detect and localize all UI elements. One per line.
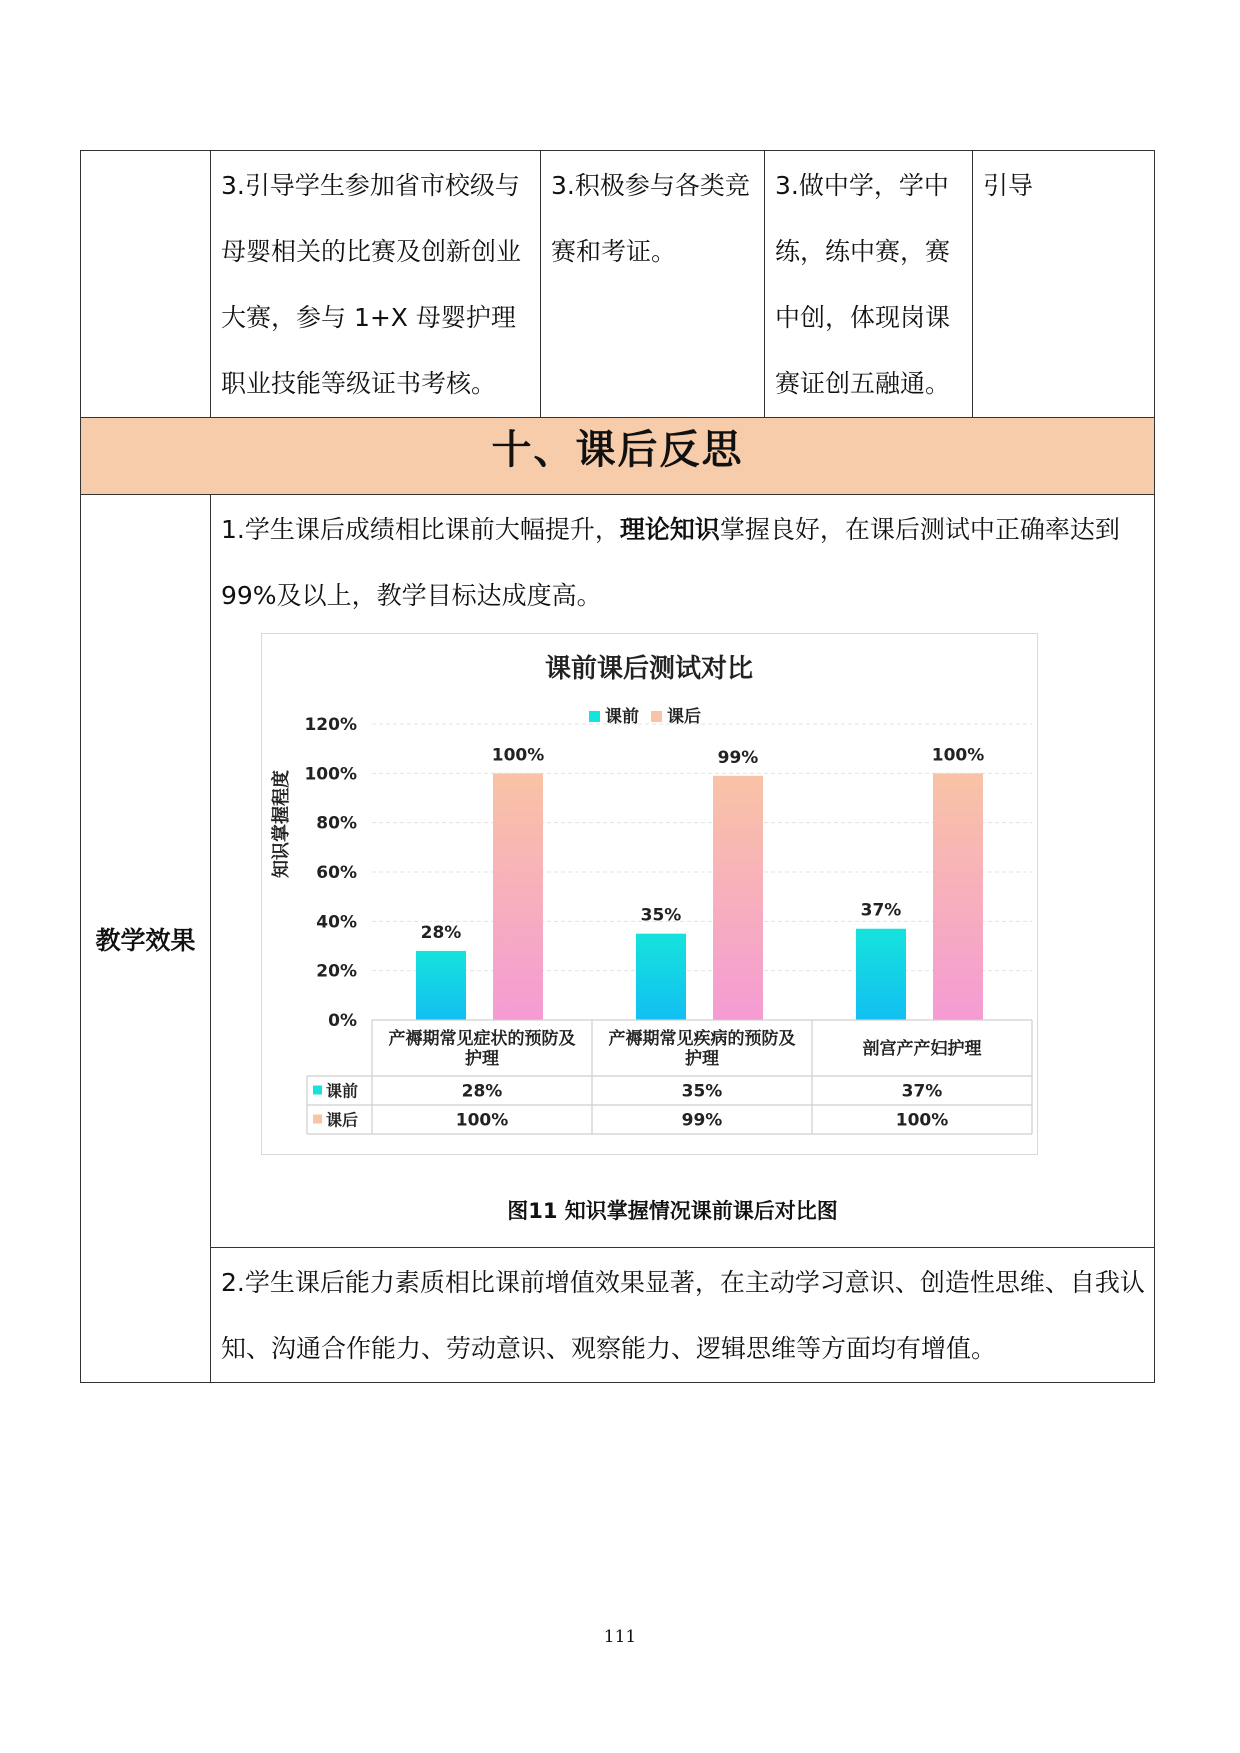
chart-title: 课前课后测试对比 <box>544 654 754 684</box>
y-tick-label: 20% <box>316 961 357 982</box>
bar-after <box>493 773 543 1020</box>
table-value: 100% <box>455 1110 509 1131</box>
section-title: 十、课后反思 <box>491 427 744 473</box>
y-tick-label: 120% <box>304 715 357 735</box>
table-legend-swatch <box>313 1086 322 1095</box>
category-label: 产褥期常见症状的预防及 <box>388 1029 576 1049</box>
table-cell-empty <box>81 151 211 418</box>
y-tick-label: 80% <box>316 813 357 834</box>
legend-swatch-0 <box>589 711 600 722</box>
category-label: 产褥期常见疾病的预防及 <box>608 1029 796 1049</box>
table-value: 35% <box>681 1081 723 1102</box>
y-axis-label: 知识掌握程度 <box>271 770 292 878</box>
y-tick-label: 40% <box>316 912 357 933</box>
page-number: 111 <box>603 1627 637 1647</box>
lesson-plan-table <box>80 150 1155 1383</box>
table-cell <box>541 151 765 418</box>
legend-label: 课后 <box>667 707 701 727</box>
cell-text: 引导 <box>983 171 1034 200</box>
row-label-cell <box>81 495 211 1383</box>
category-label: 护理 <box>685 1049 719 1069</box>
bar-before <box>636 934 686 1020</box>
bar-chart <box>262 634 1037 1154</box>
bar-before <box>856 929 906 1020</box>
data-label: 35% <box>640 905 682 926</box>
bar-after <box>713 776 763 1020</box>
data-label: 100% <box>931 745 985 766</box>
effect-content-cell <box>211 495 1155 1248</box>
table-value: 37% <box>901 1081 943 1102</box>
chart-data-table <box>307 1020 1032 1134</box>
y-tick-label: 60% <box>316 863 357 883</box>
y-axis-ticks <box>304 715 357 1031</box>
paragraph-text: 1.学生课后成绩相比课前大幅提升， <box>221 515 620 544</box>
paragraph-text: 掌握良好，在课后测试中正确率达到99%及以上，教学目标达成度高。 <box>221 515 1120 610</box>
table-legend-swatch <box>313 1115 322 1124</box>
table-cell <box>973 151 1155 418</box>
table-cell <box>211 151 541 418</box>
cell-text: 3.积极参与各类竞赛和考证。 <box>551 171 750 266</box>
y-tick-label: 100% <box>304 764 357 785</box>
section-header-cell <box>81 418 1155 495</box>
chart-bars <box>416 745 984 1020</box>
legend-label: 课前 <box>605 707 639 727</box>
paragraph-bold-text: 理论知识 <box>619 515 720 544</box>
effect-content-cell <box>211 1248 1155 1383</box>
category-label: 剖宫产产妇护理 <box>862 1039 982 1059</box>
table-cell <box>765 151 973 418</box>
cell-text: 3.做中学，学中练，练中赛，赛中创，体现岗课赛证创五融通。 <box>775 171 951 398</box>
table-value: 100% <box>895 1110 949 1131</box>
chart-container <box>261 633 1038 1155</box>
effect-paragraph-2: 2.学生课后能力素质相比课前增值效果显著，在主动学习意识、创造性思维、自我认知、沟通合作能力、劳动意识、观察能力、逻辑思维等方面均有增值。 <box>221 1268 1145 1363</box>
table-value: 99% <box>681 1110 723 1131</box>
figure-caption: 图11 知识掌握情况课前课后对比图 <box>507 1199 838 1223</box>
bar-after <box>933 773 983 1020</box>
bar-before <box>416 951 466 1020</box>
cell-text: 3.引导学生参加省市校级与母婴相关的比赛及创新创业大赛，参与 1+X 母婴护理职业技能等级证书考核。 <box>221 171 522 398</box>
table-series-label: 课前 <box>326 1081 359 1101</box>
table-row <box>81 495 1155 1248</box>
data-label: 99% <box>717 747 759 768</box>
legend-swatch-1 <box>651 711 662 722</box>
row-label: 教学效果 <box>95 925 196 955</box>
y-tick-label: 0% <box>328 1011 357 1031</box>
effect-paragraph-1 <box>211 495 1154 629</box>
data-label: 100% <box>491 745 545 766</box>
table-row <box>81 1248 1155 1383</box>
category-label: 护理 <box>465 1049 499 1069</box>
data-label: 37% <box>860 900 902 921</box>
section-header-row <box>81 418 1155 495</box>
table-row <box>81 151 1155 418</box>
table-value: 28% <box>461 1081 503 1102</box>
data-label: 28% <box>420 922 462 943</box>
table-series-label: 课后 <box>326 1110 359 1130</box>
